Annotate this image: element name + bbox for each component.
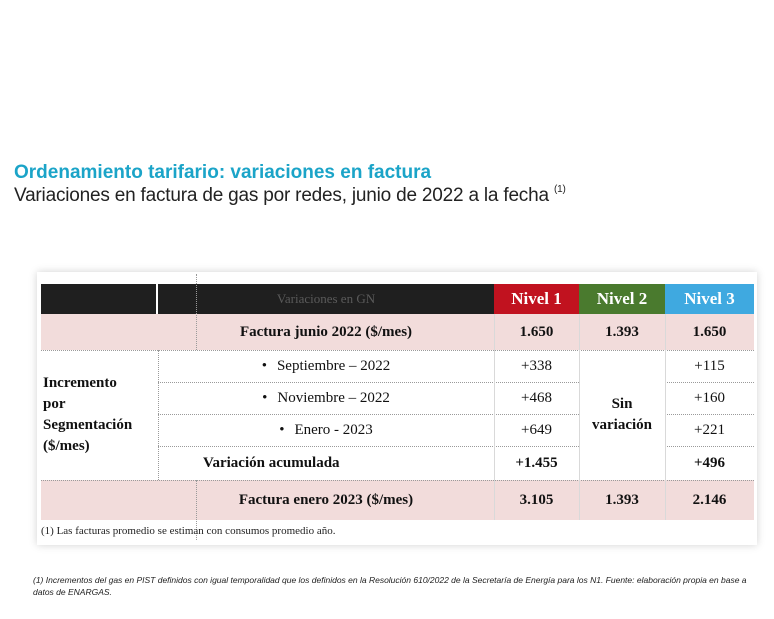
sin-variacion-line-1: Sin: [611, 396, 633, 412]
grid-line: [494, 314, 495, 520]
increment-sep-n1: +338: [521, 357, 552, 374]
header-label: Variaciones en GN: [158, 284, 494, 314]
increment-nov-n3: +160: [694, 389, 725, 406]
increment-row-label: [158, 350, 494, 382]
increment-row-label: [158, 382, 494, 414]
factura-enero-n2: 1.393: [605, 491, 639, 508]
level-3-header: Nivel 3: [665, 284, 754, 314]
increment-sep-n3: +115: [694, 357, 725, 374]
acumulada-n1: +1.455: [515, 454, 558, 471]
factura-junio-label: Factura junio 2022 ($/mes): [239, 323, 413, 340]
subtitle-footnote-ref: (1): [553, 184, 566, 195]
increment-ene-n3: +221: [694, 421, 725, 438]
tariff-table: [41, 284, 754, 520]
group-label-line-3: Segmentación: [43, 417, 133, 433]
grid-line: [665, 446, 754, 447]
grid-line: [158, 382, 579, 383]
factura-enero-label: Factura enero 2023 ($/mes): [238, 491, 414, 508]
grid-line: [158, 414, 579, 415]
group-label-line-4: ($/mes): [43, 438, 90, 454]
factura-enero-n3: 2.146: [692, 491, 727, 508]
increment-ene-n1: +649: [521, 421, 552, 438]
grid-line: [41, 350, 754, 351]
grid-line: [665, 382, 754, 383]
footnote: (1) Incrementos del gas en PIST definidos con igual temporalidad que los definidos en la Resolución 610/2022 de la Secretaría de Energía para los N1. Fuente: elaboración propia en base a datos de ENARGAS.: [33, 575, 747, 597]
level-2-header: Nivel 2: [579, 284, 665, 314]
increment-label-sep: Septiembre – 2022: [276, 357, 391, 374]
group-label-line-2: por: [43, 396, 66, 412]
sin-variacion-line-2: variación: [592, 417, 652, 433]
level-1-header: Nivel 1: [494, 284, 579, 314]
subtitle-text: Variaciones en factura de gas por redes, junio de 2022 a la fecha: [14, 185, 549, 206]
grid-line: [41, 480, 754, 481]
increment-nov-n1: +468: [521, 389, 552, 406]
bullet-icon: •: [261, 357, 267, 374]
grid-line: [158, 446, 579, 447]
sin-variacion-cell: [579, 350, 665, 480]
increment-row-label: [158, 414, 494, 446]
table-note: (1) Las facturas promedio se estiman con consumos promedio año.: [41, 525, 336, 537]
bullet-icon: •: [279, 421, 285, 438]
page-subtitle: [14, 185, 566, 207]
header-blank-cell: [41, 284, 156, 314]
page-title: Ordenamiento tarifario: variaciones en factura: [14, 162, 432, 183]
grid-line: [158, 350, 159, 480]
factura-enero-n1: 3.105: [519, 491, 554, 508]
increment-label-nov: Noviembre – 2022: [277, 389, 390, 406]
grid-line: [579, 314, 580, 520]
grid-line: [665, 414, 754, 415]
group-label-line-1: Incremento: [43, 375, 117, 391]
grid-line: [665, 314, 666, 520]
acumulada-label: Variación acumulada: [203, 454, 340, 471]
bullet-icon: •: [262, 389, 268, 406]
incremento-group-label: [41, 350, 158, 480]
acumulada-n3: +496: [693, 454, 726, 471]
increment-label-ene: Enero - 2023: [294, 421, 373, 438]
factura-junio-n3: 1.650: [692, 323, 727, 340]
factura-junio-n2: 1.393: [605, 323, 639, 340]
grid-line: [196, 274, 197, 350]
factura-junio-n1: 1.650: [519, 323, 554, 340]
